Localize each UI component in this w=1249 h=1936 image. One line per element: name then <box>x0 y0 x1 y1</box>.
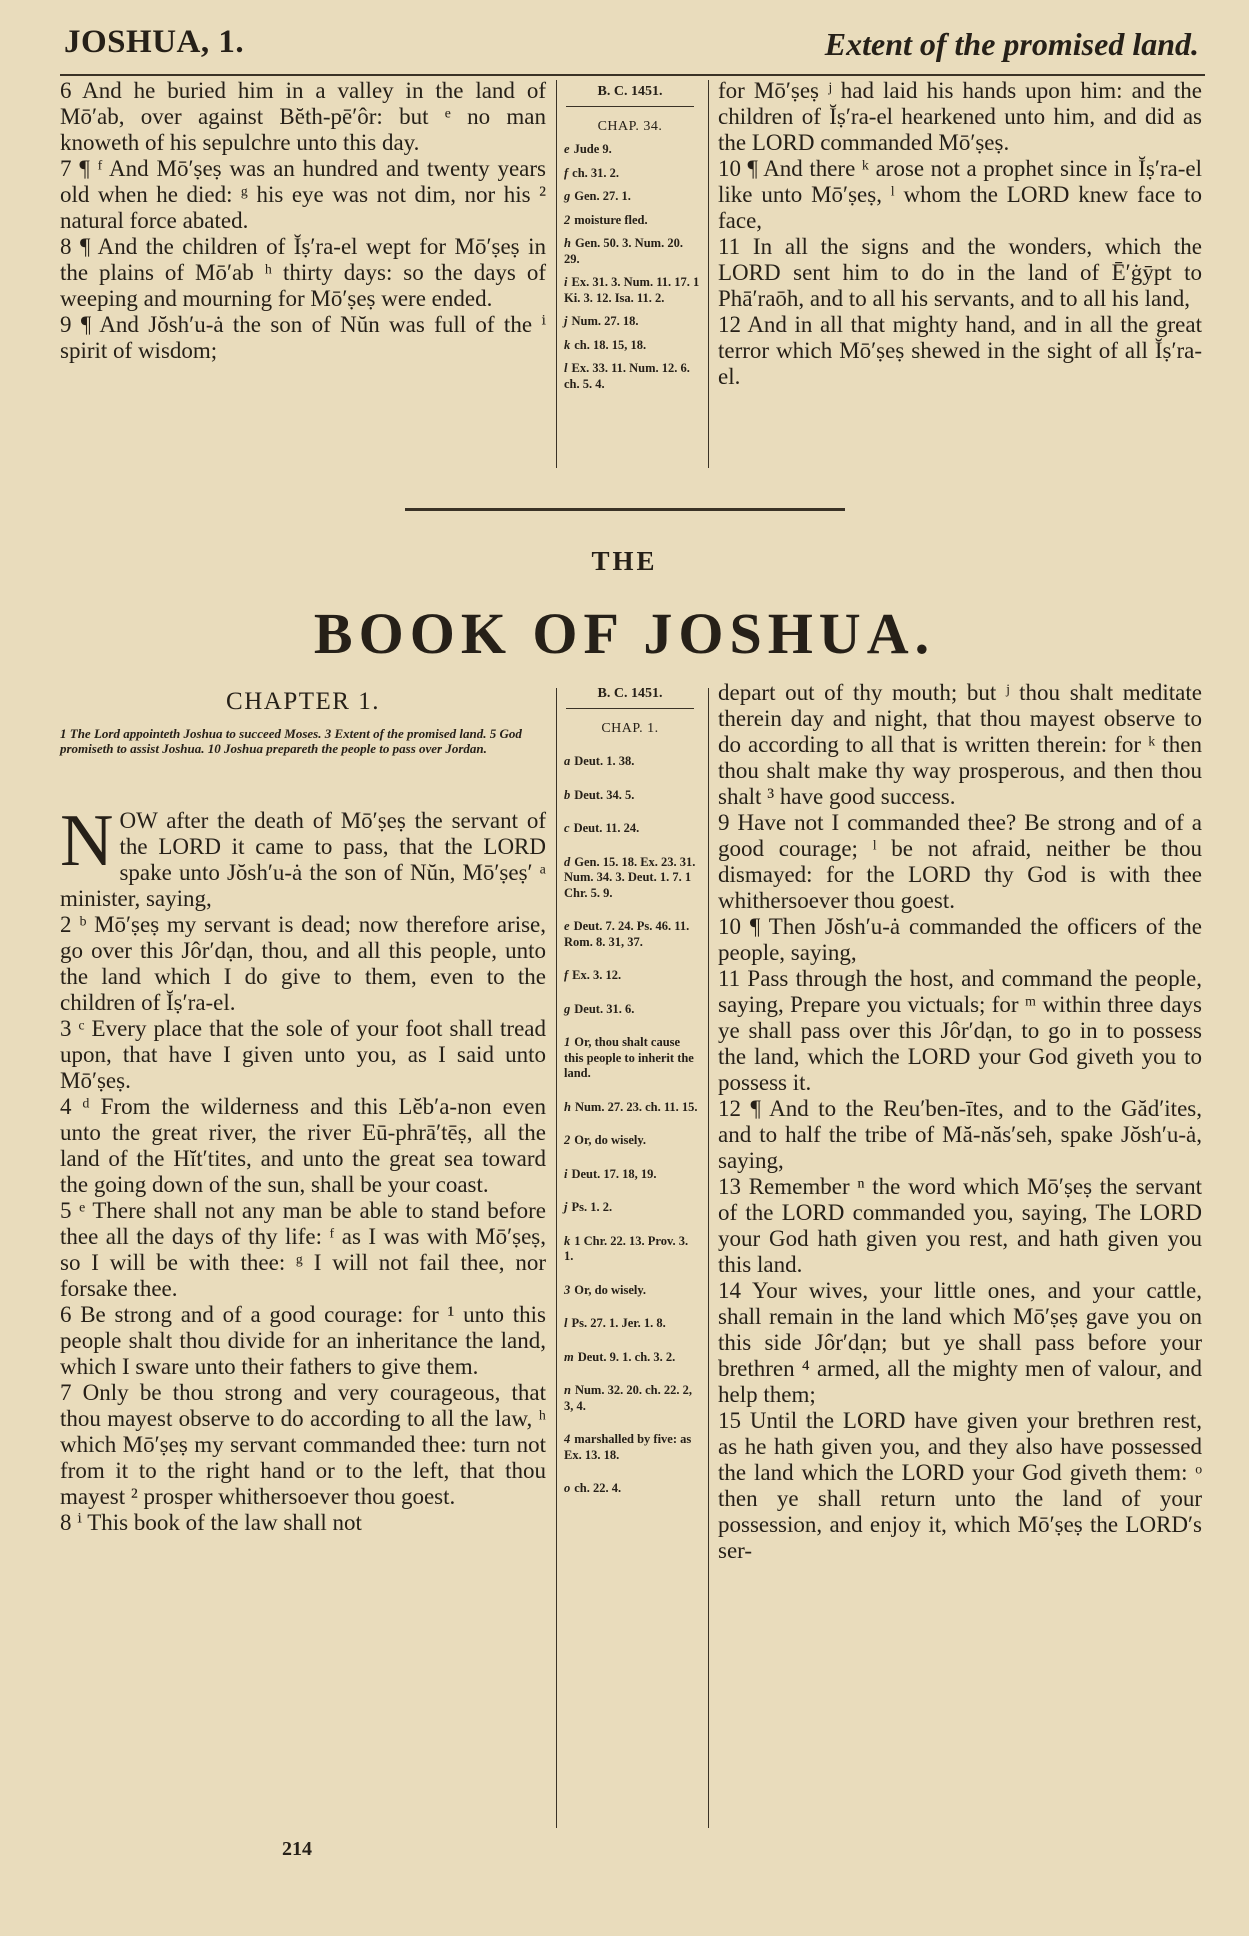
verse-text: 6 Be strong and of a good courage: for ¹ unto this people shalt thou divide for an inheritance the land, which I sware unto their fathers to give them. <box>60 1302 546 1379</box>
verse <box>60 1380 546 1510</box>
reference-text: Deut. 7. 24. Ps. 46. 11. Rom. 8. 31, 37. <box>564 919 690 949</box>
chapter-heading: CHAPTER 1. <box>226 688 380 715</box>
verse <box>718 1096 1202 1174</box>
verse-text: 7 Only be thou strong and very courageous, that thou mayest observe to do according to all the law, ʰ which Mō′ṣeṣ my servant commanded thee: turn not from it to the right hand or to the left, that thou mayest ² prosper whithersoever thou goest. <box>60 1380 546 1509</box>
verse-text: 4 ᵈ From the wilderness and this Lĕb′a-non even unto the great river, the river Eū-phrā′tēṣ, all the land of the Hĭt′tites, and unto the great sea toward the going down of the sun, shall be your coast. <box>60 1094 546 1197</box>
verse <box>60 156 546 234</box>
reference-marker: g <box>564 1001 571 1016</box>
reference-text: ch. 18. 15, 18. <box>574 337 647 352</box>
reference-text: Deut. 11. 24. <box>573 821 640 835</box>
reference-marker: g <box>564 189 571 203</box>
verse <box>718 810 1202 914</box>
verse-text: 14 Your wives, your little ones, and your cattle, shall remain in the land which Mō′ṣeṣ gave you on this side Jôr′dạn; but ye shall pass before your brethren ⁴ armed, all the mighty men of valour, and help them; <box>718 1278 1202 1407</box>
reference-text: Ex. 3. 12. <box>572 968 622 982</box>
column-divider <box>708 688 709 1828</box>
verse <box>718 156 1202 234</box>
verse-text: depart out of thy mouth; but ʲ thou shalt meditate therein day and night, that thou mayest observe to do according to all that is written therein: for ᵏ then thou shalt make thy way prosperous, and then thou shalt ³ have good success. <box>718 680 1202 809</box>
reference-text: Ex. 33. 11. Num. 12. 6. ch. 5. 4. <box>564 361 690 391</box>
margin-reference <box>560 236 700 267</box>
margin-reference <box>560 1167 700 1183</box>
reference-text: Gen. 50. 3. Num. 20. 29. <box>564 236 683 266</box>
book-title-the: THE <box>591 546 658 576</box>
page-number: 214 <box>282 1838 312 1860</box>
margin-reference <box>560 1200 700 1216</box>
verse <box>60 1198 546 1302</box>
margin-reference <box>560 314 700 330</box>
verse-text: 11 Pass through the host, and command the people, saying, Prepare you victuals; for ᵐ within three days ye shall pass over this Jôr′dạn, to go in to possess the land, which the LORD your God giveth you to possess it. <box>718 966 1202 1095</box>
margin-reference <box>560 1002 700 1018</box>
verse-text: 11 In all the signs and the wonders, which the LORD sent him to do in the land of Ē′ġȳpt to Phā′raōh, and to all his servants, and to all his land, <box>718 234 1202 311</box>
verse-text: 13 Remember ⁿ the word which Mō′ṣeṣ the servant of the LORD commanded you, saying, The LORD your God hath given you rest, and hath given you this land. <box>718 1174 1202 1277</box>
reference-marker: o <box>564 1481 571 1495</box>
reference-text: ch. 22. 4. <box>574 1481 622 1495</box>
verse-text: 3 ᶜ Every place that the sole of your foot shall tread upon, that have I given unto you, as I said unto Mō′ṣeṣ. <box>60 1016 546 1093</box>
verse <box>718 78 1202 156</box>
reference-text: Or, thou shalt cause this people to inherit the land. <box>564 1035 694 1080</box>
reference-text: Num. 27. 18. <box>571 314 639 328</box>
reference-text: Ps. 27. 1. Jer. 1. 8. <box>571 1316 666 1330</box>
margin-reference <box>560 754 700 770</box>
margin-reference <box>560 968 700 984</box>
margin-reference <box>560 1350 700 1366</box>
reference-marker: m <box>564 1349 574 1364</box>
chapter-margin-references <box>560 686 700 1497</box>
reference-marker: f <box>564 165 569 180</box>
reference-marker: h <box>564 236 571 250</box>
reference-text: Ex. 31. 3. Num. 11. 17. 1 Ki. 3. 12. Isa. 11. 2. <box>564 275 700 305</box>
reference-text: Deut. 9. 1. ch. 3. 2. <box>577 1349 676 1364</box>
reference-text: Gen. 15. 18. Ex. 23. 31. Num. 34. 3. Deut. 1. 7. 1 Chr. 5. 9. <box>564 854 696 900</box>
reference-marker: 4 <box>564 1432 571 1446</box>
margin-reference <box>560 275 700 306</box>
reference-text: Deut. 1. 38. <box>574 754 635 768</box>
verse-text: 12 ¶ And to the Reu′ben-ītes, and to the Găd′ites, and to half the tribe of Mă-năs′seh, spake Jŏsh′u-ȧ, saying, <box>718 1096 1202 1173</box>
reference-marker: i <box>564 1166 568 1181</box>
chapter-left-column <box>60 800 546 1536</box>
reference-text: 1 Chr. 22. 13. Prov. 3. 1. <box>564 1233 689 1263</box>
verse <box>60 800 546 912</box>
reference-marker: j <box>564 1200 568 1214</box>
reference-marker: 1 <box>564 1035 571 1049</box>
verse-text: 9 ¶ And Jŏsh′u-ȧ the son of Nŭn was full of the ⁱ spirit of wisdom; <box>60 312 546 363</box>
verse-text: 8 ¶ And the children of Ĭṣ′ra-el wept for Mō′ṣeṣ in the plains of Mō′ab ʰ thirty days: so the days of weeping and mourning for Mō′ṣeṣ were ended. <box>60 234 546 311</box>
margin-reference <box>560 1383 700 1414</box>
margin-date: B. C. 1451. <box>597 686 663 701</box>
reference-marker: l <box>564 1316 568 1330</box>
reference-text: moisture fled. <box>574 212 648 227</box>
reference-marker: n <box>564 1383 571 1397</box>
running-header-topic: Extent of the promised land. <box>824 26 1199 62</box>
margin-date: B. C. 1451. <box>597 84 663 99</box>
margin-reference <box>560 1283 700 1299</box>
margin-reference <box>560 1100 700 1116</box>
reference-marker: i <box>564 275 568 289</box>
reference-text: Num. 32. 20. ch. 22. 2, 3, 4. <box>564 1383 692 1413</box>
margin-rule <box>566 106 694 107</box>
reference-marker: 2 <box>564 212 571 227</box>
margin-reference <box>560 1035 700 1082</box>
verse <box>718 914 1202 966</box>
verse <box>60 234 546 312</box>
reference-text: Gen. 27. 1. <box>574 189 631 203</box>
margin-reference <box>560 213 700 229</box>
column-divider <box>708 80 709 468</box>
verse <box>718 234 1202 312</box>
verse <box>60 912 546 1016</box>
verse-text: 9 Have not I commanded thee? Be strong and of a good courage; ˡ be not afraid, neither be thou dismayed: for the LORD thy God is with thee whithersoever thou goest. <box>718 810 1202 913</box>
verse-text: 6 And he buried him in a valley in the land of Mō′ab, over against Bĕth-pē′ôr: but ᵉ no man knoweth of his sepulchre unto this day. <box>60 78 546 155</box>
verse-text: 5 ᵉ There shall not any man be able to stand before thee all the days of thy life: ᶠ as I was with Mō′ṣeṣ, so I will be with thee: ᵍ I will not fail thee, nor forsake thee. <box>60 1198 546 1301</box>
margin-reference <box>560 142 700 158</box>
margin-reference <box>560 338 700 354</box>
verse-text: 2 ᵇ Mō′ṣeṣ my servant is dead; now therefore arise, go over this Jôr′dạn, thou, and all this people, unto the land which I do give to them, even to the children of Ĭṣ′ra-el. <box>60 912 546 1015</box>
verse <box>718 1174 1202 1278</box>
reference-text: Deut. 17. 18, 19. <box>571 1166 657 1181</box>
margin-reference <box>560 1481 700 1497</box>
column-divider <box>556 80 557 468</box>
top-right-column <box>718 78 1202 390</box>
reference-marker: l <box>564 361 568 375</box>
margin-reference <box>560 1432 700 1463</box>
margin-reference <box>560 855 700 902</box>
reference-marker: 3 <box>564 1282 571 1297</box>
reference-marker: d <box>564 854 571 869</box>
reference-text: Num. 27. 23. ch. 11. 15. <box>574 1099 698 1114</box>
verse <box>60 1302 546 1380</box>
reference-marker: f <box>564 968 569 982</box>
header-rule <box>60 74 1205 76</box>
top-left-column <box>60 78 546 364</box>
verse-text: 8 ⁱ This book of the law shall not <box>60 1510 362 1535</box>
chapter-summary: 1 The Lord appointeth Joshua to succeed Moses. 3 Extent of the promised land. 5 God promiseth to assist Joshua. 10 Joshua prepareth the people to pass over Jordan. <box>60 726 522 756</box>
verse <box>718 966 1202 1096</box>
reference-marker: e <box>564 919 570 933</box>
verse-text: 7 ¶ ᶠ And Mō′ṣeṣ was an hundred and twenty years old when he died: ᵍ his eye was not dim, nor his ² natural force abated. <box>60 156 546 233</box>
margin-reference <box>560 788 700 804</box>
reference-text: Ps. 1. 2. <box>571 1200 613 1214</box>
verse <box>718 1278 1202 1408</box>
reference-text: Deut. 31. 6. <box>574 1001 635 1016</box>
verse <box>718 312 1202 390</box>
reference-text: Deut. 34. 5. <box>574 787 635 802</box>
verse <box>718 680 1202 810</box>
top-margin-references <box>560 84 700 392</box>
reference-text: Or, do wisely. <box>574 1282 647 1297</box>
margin-rule <box>566 708 694 709</box>
margin-reference <box>560 821 700 837</box>
verse-text: for Mō′ṣeṣ ʲ had laid his hands upon him: and the children of Ĭṣ′ra-el hearkened unto him, and did as the LORD commanded Mō′ṣeṣ. <box>718 78 1202 155</box>
reference-marker: b <box>564 787 571 802</box>
margin-reference <box>560 919 700 950</box>
verse-text: 10 ¶ Then Jŏsh′u-ȧ commanded the officers of the people, saying, <box>718 914 1202 965</box>
verse-text: 10 ¶ And there ᵏ arose not a prophet since in Ĭṣ′ra-el like unto Mō′ṣeṣ, ˡ whom the LORD knew face to face, <box>718 156 1202 233</box>
verse <box>60 1016 546 1094</box>
book-title: BOOK OF JOSHUA. <box>313 601 936 666</box>
verse <box>60 1094 546 1198</box>
margin-reference <box>560 1133 700 1149</box>
margin-reference <box>560 1316 700 1332</box>
reference-marker: k <box>564 337 571 352</box>
drop-cap: N <box>60 800 114 882</box>
margin-reference <box>560 166 700 182</box>
reference-text: Or, do wisely. <box>574 1133 647 1147</box>
margin-chapter: CHAP. 34. <box>597 118 663 134</box>
reference-marker: 2 <box>564 1133 571 1147</box>
section-separator <box>405 508 845 511</box>
verse-text: 12 And in all that mighty hand, and in all the great terror which Mō′ṣeṣ shewed in the sight of all Ĭṣ′ra-el. <box>718 312 1202 389</box>
reference-text: Jude 9. <box>573 142 612 156</box>
reference-marker: h <box>564 1099 571 1114</box>
reference-marker: k <box>564 1233 571 1248</box>
reference-marker: c <box>564 821 570 835</box>
verse <box>60 1510 546 1536</box>
reference-text: ch. 31. 2. <box>572 165 620 180</box>
margin-reference <box>560 1234 700 1265</box>
verse <box>60 312 546 364</box>
chapter-right-column <box>718 680 1202 1564</box>
margin-reference <box>560 361 700 392</box>
reference-marker: j <box>564 314 568 328</box>
verse <box>60 78 546 156</box>
verse <box>718 1408 1202 1564</box>
verse-text: OW after the death of Mō′ṣeṣ the servant of the LORD it came to pass, that the LORD spake unto Jŏsh′u-ȧ the son of Nŭn, Mō′ṣeṣ′ ᵃ minister, saying, <box>60 808 546 911</box>
running-header-book: JOSHUA, 1. <box>64 24 245 60</box>
column-divider <box>556 688 557 1828</box>
reference-marker: a <box>564 754 571 768</box>
margin-chapter: CHAP. 1. <box>601 720 659 736</box>
reference-text: marshalled by five: as Ex. 13. 18. <box>564 1432 692 1462</box>
verse-text: 15 Until the LORD have given your brethren rest, as he hath given you, and they also have possessed the land which the LORD your God giveth them: ᵒ then ye shall return unto the land of your possession, and enjoy it, which Mō′ṣeṣ the LORD′s ser- <box>718 1408 1202 1563</box>
reference-marker: e <box>564 142 570 156</box>
margin-reference <box>560 189 700 205</box>
